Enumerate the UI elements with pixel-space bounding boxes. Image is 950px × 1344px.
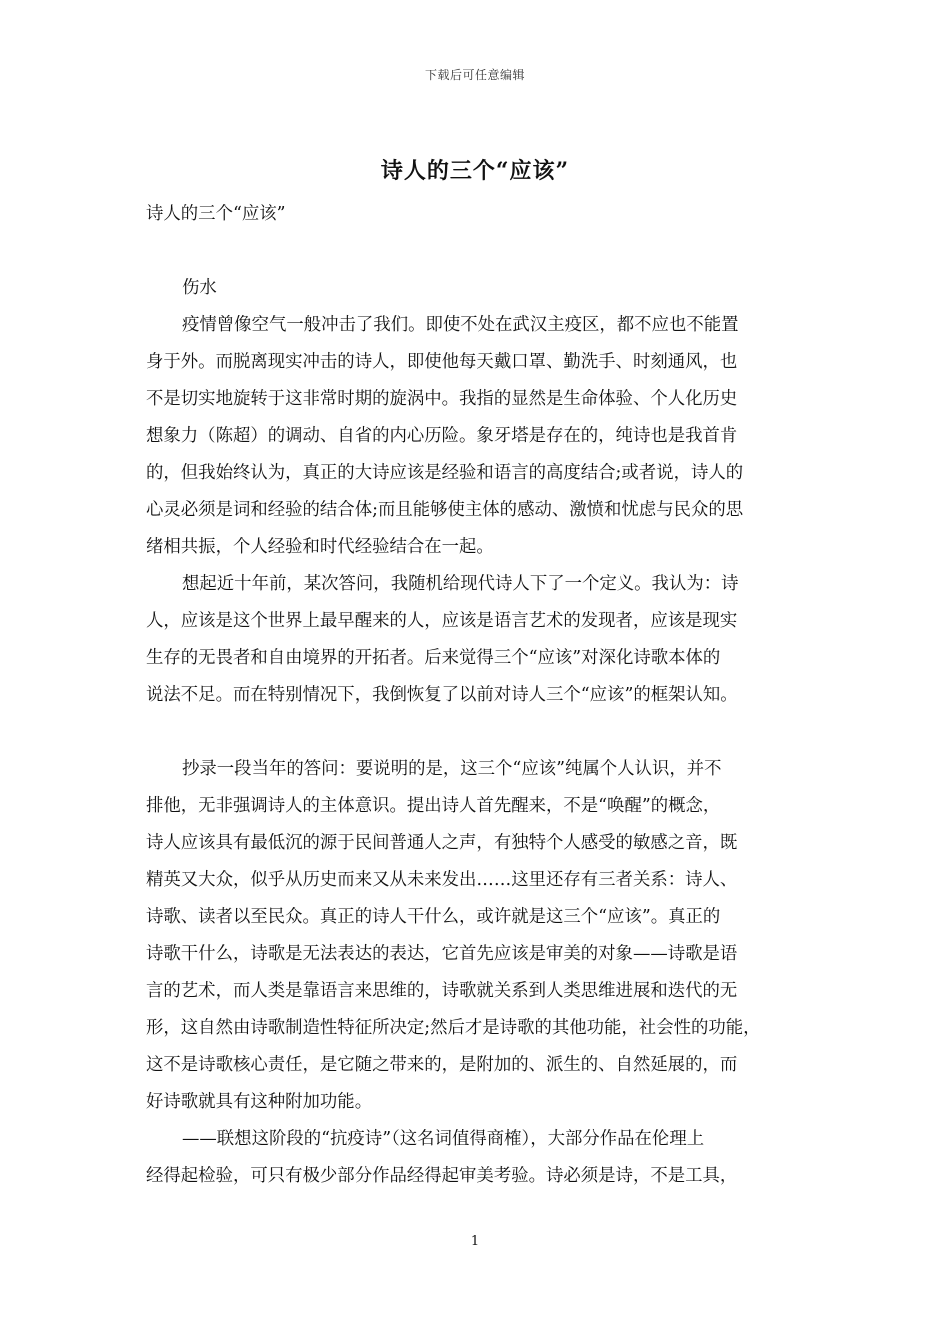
text-line: 说法不足。而在特别情况下，我倒恢复了以前对诗人三个“应该”的框架认知。 [146, 685, 738, 705]
text-line: 排他，无非强调诗人的主体意识。提出诗人首先醒来，不是“唤醒”的概念， [146, 796, 721, 816]
text-line: 诗人应该具有最低沉的源于民间普通人之声，有独特个人感受的敏感之音，既 [146, 833, 738, 853]
text-line: 疫情曾像空气一般冲击了我们。即使不处在武汉主疫区，都不应也不能置 [182, 315, 739, 335]
text-line: 身于外。而脱离现实冲击的诗人，即使他每天戴口罩、勤洗手、时刻通风，也 [146, 352, 738, 372]
text-line: 好诗歌就具有这种附加功能。 [146, 1092, 373, 1112]
author-name: 伤水 [182, 278, 217, 298]
text-line: 的，但我始终认为，真正的大诗应该是经验和语言的高度结合;或者说，诗人的 [146, 463, 744, 483]
text-line: 想起近十年前，某次答问，我随机给现代诗人下了一个定义。我认为：诗 [182, 574, 739, 594]
text-line: 这不是诗歌核心责任，是它随之带来的，是附加的、派生的、自然延展的，而 [146, 1055, 738, 1075]
header-note: 下载后可任意编辑 [424, 68, 525, 82]
text-line: 形，这自然由诗歌制造性特征所决定;然后才是诗歌的其他功能，社会性的功能， [146, 1018, 761, 1038]
page-number: 1 [470, 1234, 480, 1249]
text-line: 诗人的三个“应该” [146, 204, 286, 224]
text-line: 言的艺术，而人类是靠语言来思维的，诗歌就关系到人类思维进展和迭代的无 [146, 981, 738, 1001]
text-line: 生存的无畏者和自由境界的开拓者。后来觉得三个“应该”对深化诗歌本体的 [146, 648, 721, 668]
text-line: 绪相共振，个人经验和时代经验结合在一起。 [146, 537, 494, 557]
text-line: 想象力（陈超）的调动、自省的内心历险。象牙塔是存在的，纯诗也是我首肯 [146, 426, 738, 446]
text-line: 经得起检验，可只有极少部分作品经得起审美考验。诗必须是诗，不是工具， [146, 1166, 738, 1186]
text-line: ——联想这阶段的“抗疫诗”（这名词值得商榷），大部分作品在伦理上 [182, 1129, 705, 1149]
text-line: 精英又大众，似乎从历史而来又从未来发出……这里还存有三者关系：诗人、 [146, 870, 738, 890]
text-line: 心灵必须是词和经验的结合体;而且能够使主体的感动、激愤和忧虑与民众的思 [146, 500, 744, 520]
text-line: 人，应该是这个世界上最早醒来的人，应该是语言艺术的发现者，应该是现实 [146, 611, 738, 631]
text-line: 诗歌、读者以至民众。真正的诗人干什么，或许就是这三个“应该”。真正的 [146, 907, 721, 927]
body-text [146, 196, 814, 1195]
text-line: 不是切实地旋转于这非常时期的旋涡中。我指的显然是生命体验、个人化历史 [146, 389, 738, 409]
text-line [146, 233, 814, 270]
text-line: 诗歌干什么，诗歌是无法表达的表达，它首先应该是审美的对象——诗歌是语 [146, 944, 738, 964]
text-line [146, 714, 814, 751]
text-line: 抄录一段当年的答问：要说明的是，这三个“应该”纯属个人认识，并不 [182, 759, 722, 779]
page-title: 诗人的三个“应该” [380, 158, 570, 184]
